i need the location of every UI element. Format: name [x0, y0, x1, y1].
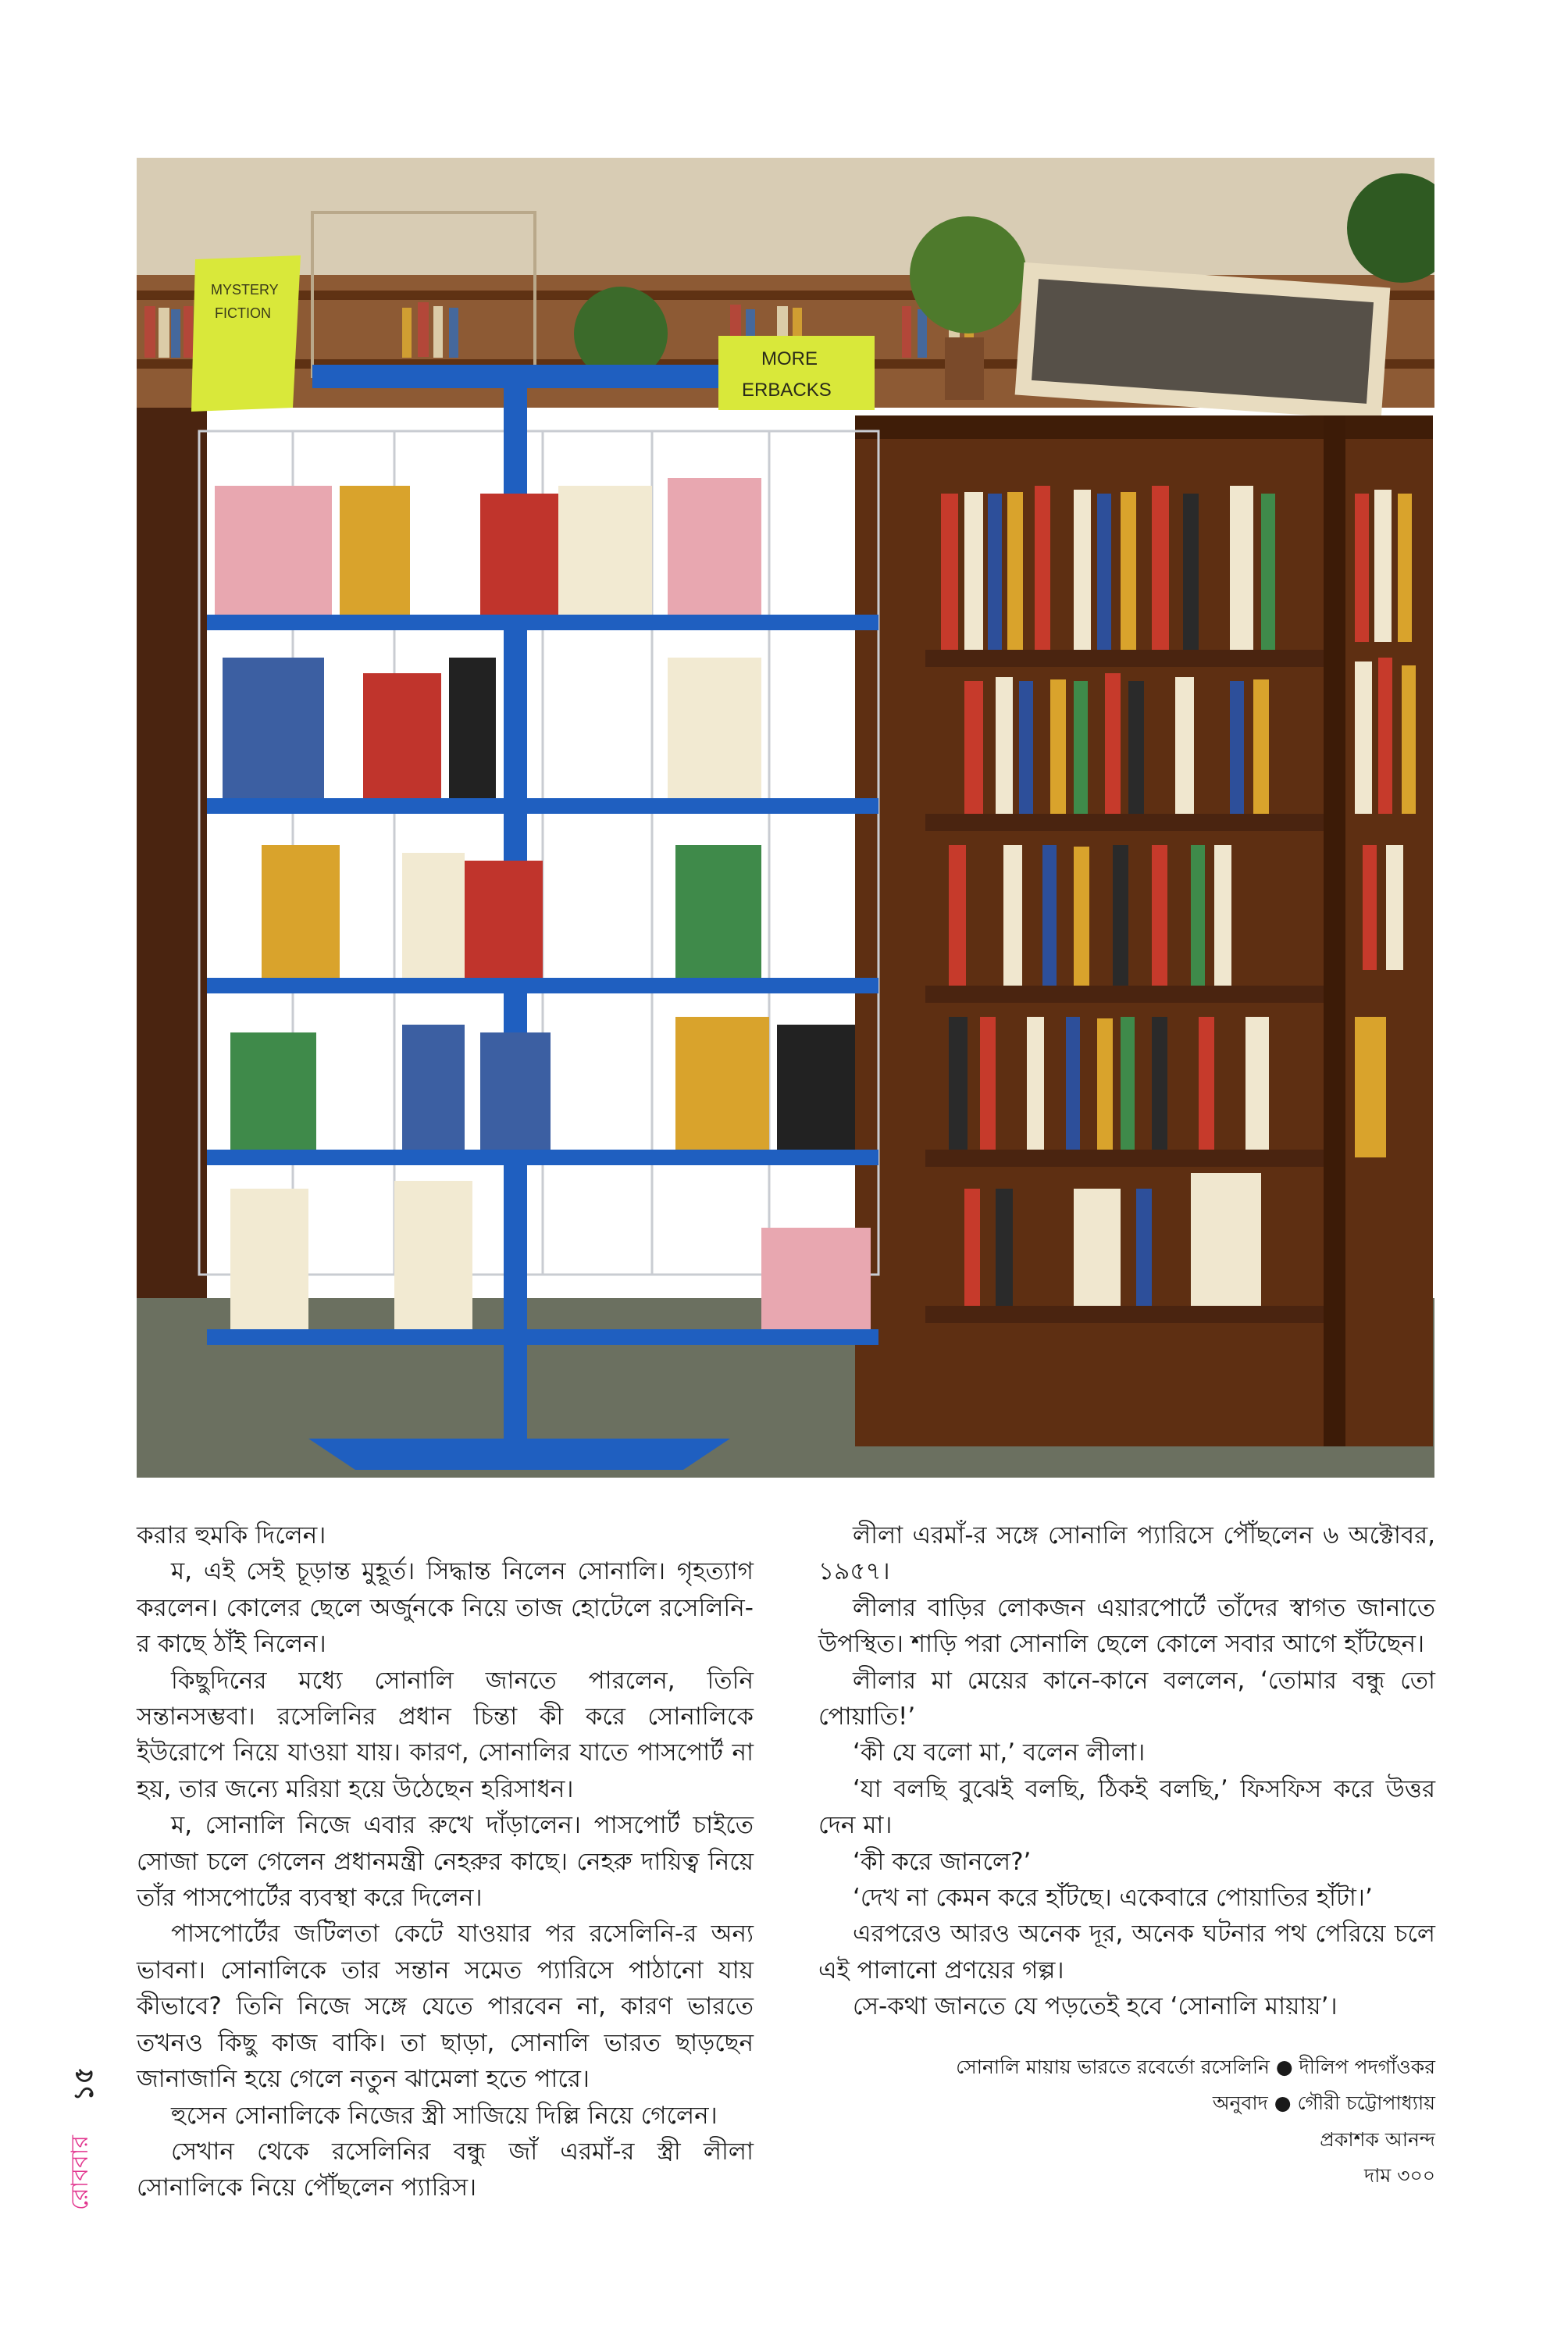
page-side-mark: [61, 2062, 105, 2210]
magazine-name: রোববার: [66, 2135, 94, 2210]
paragraph: ‘যা বলছি বুঝেই বলছি, ঠিকই বলছি,’ ফিসফিস করে উত্তর দেন মা।: [818, 1774, 1435, 1840]
sign-mystery-text-1: MYSTERY: [211, 282, 279, 298]
library-bookshelf-photo: [137, 158, 1434, 1478]
credit-translator: অনুবাদ ● গৌরী চট্টোপাধ্যায়: [1212, 2091, 1435, 2115]
paragraph: সে-কথা জানতে যে পড়তেই হবে ‘সোনালি মায়ায়’।: [853, 1992, 1338, 2021]
credit-title-author: সোনালি মায়ায় ভারতে রবের্তো রসেলিনি ● দীলিপ পদগাঁওকর: [956, 2056, 1435, 2078]
paragraph: ম, সোনালি নিজে এবার রুখে দাঁড়ালেন। পাসপোর্ট চাইতে সোজা চলে গেলেন প্রধানমন্ত্রী নেহরুর কাছে। নেহরু দায়িত্ব নিয়ে তাঁর পাসপোর্টের ব্যবস্থা করে দিলেন।: [137, 1811, 754, 1913]
credit-price: দাম ৩০০: [1364, 2164, 1435, 2188]
paragraph: ‘কী যে বলো মা,’ বলেন লীলা।: [853, 1738, 1146, 1767]
paragraph: এরপরেও আরও অনেক দূর, অনেক ঘটনার পথ পেরিয়ে চলে এই পালানো প্রণয়ের গল্প।: [818, 1920, 1435, 1984]
sign-mystery-text-2: FICTION: [215, 305, 271, 321]
article-column-left: [137, 1517, 754, 2206]
paragraph: লীলার বাড়ির লোকজন এয়ারপোর্টে তাঁদের স্বাগত জানাতে উপস্থিত। শাড়ি পরা সোনালি ছেলে কোলে সবার আগে হাঁটছেন।: [818, 1593, 1435, 1659]
page-number: ১৫: [68, 2067, 100, 2102]
paragraph: করার হুমকি দিলেন।: [137, 1521, 326, 1549]
article-column-right: [818, 1517, 1435, 2025]
paragraph: কিছুদিনের মধ্যে সোনালি জানতে পারলেন, তিনি সন্তানসম্ভবা। রসেলিনির প্রধান চিন্তা কী করে সোনালিকে ইউরোপে নিয়ে যাওয়া যায়। কারণ, সোনালির যাতে পাসপোর্ট না হয়, তার জন্যে মরিয়া হয়ে উঠেছেন হরিসাধন।: [137, 1666, 754, 1803]
paragraph: লীলা এরমাঁ-র সঙ্গে সোনালি প্যারিসে পৌঁছলেন ৬ অক্টোবর, ১৯৫৭।: [818, 1521, 1435, 1586]
paragraph: ‘দেখ না কেমন করে হাঁটছে। একেবারে পোয়াতির হাঁটা।’: [853, 1884, 1373, 1913]
paragraph: হুসেন সোনালিকে নিজের স্ত্রী সাজিয়ে দিল্লি নিয়ে গেলেন।: [171, 2101, 718, 2130]
sign-more-text-2: ERBACKS: [742, 380, 832, 401]
paragraph: সেখান থেকে রসেলিনির বন্ধু জাঁ এরমাঁ-র স্ত্রী লীলা সোনালিকে নিয়ে পৌঁছলেন প্যারিস।: [137, 2137, 754, 2202]
paragraph: ‘কী করে জানলে?’: [853, 1847, 1032, 1876]
paragraph: পাসপোর্টের জটিলতা কেটে যাওয়ার পর রসেলিনি-র অন্য ভাবনা। সোনালিকে তার সন্তান সমেত প্যারিসে পাঠানো যায় কীভাবে? তিনি নিজে সঙ্গে যেতে পারবেন না, কারণ ভারতে তখনও কিছু কাজ বাকি। তা ছাড়া, সোনালি ভারত ছাড়ছেন জানাজানি হয়ে গেলে নতুন ঝামেলা হতে পারে।: [137, 1920, 754, 2094]
paragraph: ম, এই সেই চূড়ান্ত মুহূর্ত। সিদ্ধান্ত নিলেন সোনালি। গৃহত্যাগ করলেন। কোলের ছেলে অর্জুনকে নিয়ে তাজ হোটেলে রসেলিনি-র কাছে ঠাঁই নিলেন।: [137, 1557, 754, 1659]
paragraph: লীলার মা মেয়ের কানে-কানে বললেন, ‘তোমার বন্ধু তো পোয়াতি!’: [818, 1666, 1435, 1731]
book-credits: [818, 2049, 1435, 2195]
credit-publisher: প্রকাশক আনন্দ: [1320, 2127, 1435, 2151]
sign-more-text-1: MORE: [761, 348, 818, 369]
